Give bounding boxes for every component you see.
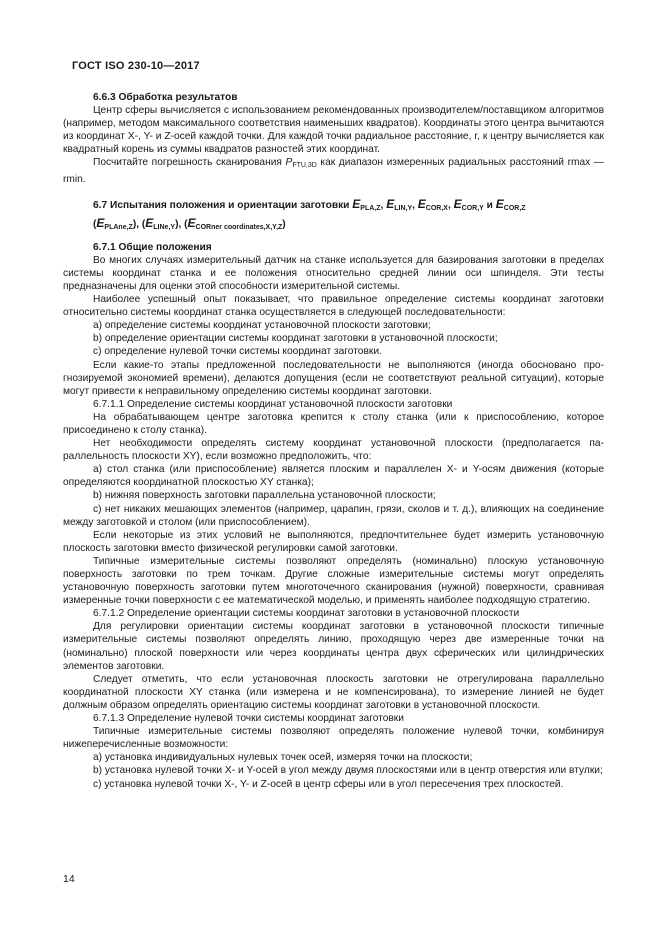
paragraph: Наиболее успешный опыт показывает, что правильное определение системы координат заготовки относительно системы координат станка осуществляется в следующей последовательности: [63,294,604,319]
list-item: a) определение системы координат установочной плоскости заготовки; [93,320,431,332]
list-item: c) установка нулевой точки X-, Y- и Z-осей в центр сферы или в угол пересечения трех плоскостей. [93,778,564,790]
paragraph: Во многих случаях измерительный датчик на станке используется для базирования заготовки в пределах системы координат станка и ее положения относительно средней линии оси шпинделя. Эти тесты предназначены для оценки этой способности измерительной системы. [63,254,604,292]
paragraph: Следует отметить, что если установочная плоскость заготовки не отрегулирована параллельно координатной плоскости XY станка (или измерена и не компенсирована), то измерение линией не будет должным образом определять ориентацию системы координат заготовки в установочной плоскости. [63,673,604,711]
heading-6-7: 6.7 Испытания положения и ориентации заготовки $E_{PLA,Z}$, $E_{LIN,Y}$, $E_{COR,X}$, $E_{COR,Y}$ и $E_{COR,Z}$ $(E_{PLAne,Z})$, $(E_{LINe,Y})$, $(E_{CORner coordinates,X,Y,Z})$ [93,196,526,231]
paragraph: Типичные измерительные системы позволяют определять положение нулевой точки, комбинируя нижеперечисленные возможности: [63,726,604,751]
paragraph: Для регулировки ориентации системы координат заготовки в установочной плоскости типичные измерительные системы позволяют определять линию, проходящую через две измеренные точки на (номинально) плоской поверхности или через координаты центра двух сферических или цилиндрических элементов заготовки. [63,621,604,672]
paragraph: Типичные измерительные системы позволяют определять (номинально) плоскую установочную поверхность заготовки по трем точкам. Другие сложные измерительные системы могут определять установочную поверхность заготовки путем многоточечного сканирования (нужной) поверхности, сравнивая измеренные точки поверхности с ее математической моделью, и применять наиболее подходящую стратегию. [63,555,604,607]
heading-6-7-1-1: 6.7.1.1 Определение системы координат установочной плоскости заготовки [93,398,453,410]
heading-6-6-3: 6.6.3 Обработка результатов [93,92,238,103]
paragraph: Нет необходимости определять систему координат установочной плоскости (предполагается параллельность плоскости XY), если возможно предположить, что: [63,438,604,463]
list-item: a) установка индивидуальных нулевых точек осей, измеряя точки на плоскости; [93,752,473,764]
list-item: c) определение нулевой точки системы координат заготовки. [93,346,382,358]
paragraph: На обрабатывающем центре заготовка крепится к столу станка (или к приспособлению, которое присоединено к столу станка). [63,411,604,436]
document-body [63,91,604,791]
heading-6-7-1: 6.7.1 Общие положения [93,241,212,253]
paragraph: Если какие-то этапы предложенной последовательности не выполняются (иногда обосновано прогнозируемой экономией времени), делаются допущения (если не соответствуют реальной ситуации), которые могут привести к неправильному определению системы координат заготовки. [63,359,604,397]
list-item: c) нет никаких мешающих элементов (например, царапин, грязи, сколов и т. д.), влияющих на соединение между заготовкой и столом (или приспособлением). [63,503,604,528]
list-item: b) определение ориентации системы координат заготовки в установочной плоскости; [93,333,498,345]
page-number: 14 [63,873,75,885]
list-item: b) нижняя поверхность заготовки параллельна установочной плоскости; [93,490,436,502]
paragraph: Центр сферы вычисляется с использованием рекомендованных производителем/поставщиком алгоритмов (например, методом максимального соответствия наименьших квадратов). Координаты этого центра вычитаются из координат X-, Y- и Z-осей каждой точки. Для каждой точки радиальное расстояние, r, к центру вычисляется как квадратный корень из суммы квадратов разностей этих координат. [63,105,604,156]
heading-6-7-1-2: 6.7.1.2 Определение ориентации системы координат заготовки в установочной плоскости [93,608,520,620]
list-item: b) установка нулевой точки X- и Y-осей в угол между двумя плоскостями или в центр отверстия или втулки; [93,765,603,777]
list-item: a) стол станка (или приспособление) является плоским и параллелен X- и Y-осям движения (которые определяются координатной плоскостью XY станка); [63,464,604,489]
document-header: ГОСТ ISO 230-10—2017 [72,60,200,72]
paragraph: Посчитайте погрешность сканирования $P_{FTU,3D}$ как диапазон измеренных радиальных расстояний rmax — rmin. [63,157,604,185]
heading-6-7-1-3: 6.7.1.3 Определение нулевой точки системы координат заготовки [93,713,404,725]
paragraph: Если некоторые из этих условий не выполняются, предпочтительнее будет измерить установочную плоскость заготовки вместо физической регулировки самой заготовки. [63,529,604,554]
